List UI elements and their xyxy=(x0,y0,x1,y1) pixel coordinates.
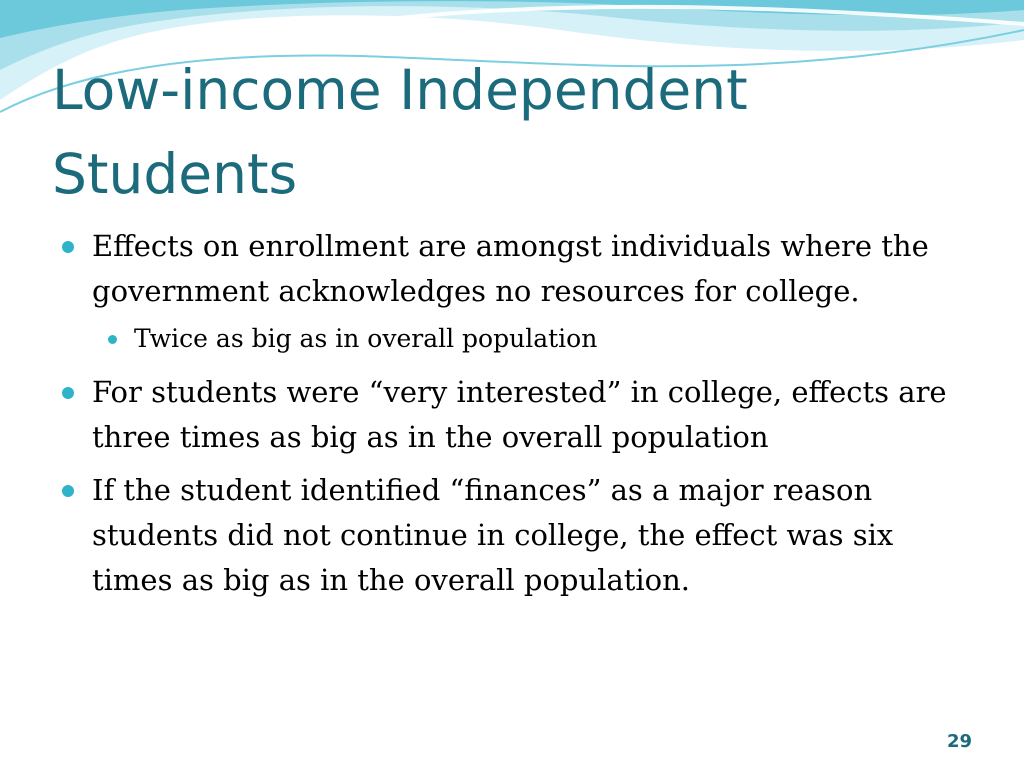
bullet-dot-icon xyxy=(108,335,117,344)
bullet-dot-icon xyxy=(62,241,74,253)
bullet-text: Effects on enrollment are amongst individuals where the government acknowledges no resources for college. xyxy=(92,229,929,308)
bullet-item xyxy=(62,370,982,460)
bullet-item xyxy=(62,468,982,603)
slide-title: Low-income Independent Students xyxy=(52,58,748,206)
bullet-dot-icon xyxy=(62,387,74,399)
bullet-text: If the student identified “finances” as a major reason students did not continue in college, the effect was six times as big as in the overall population. xyxy=(92,473,894,597)
page-number: 29 xyxy=(946,731,972,752)
bullet-list xyxy=(62,224,982,611)
bullet-dot-icon xyxy=(62,485,74,497)
bullet-item xyxy=(62,224,982,314)
sub-bullet-item xyxy=(62,322,982,356)
sub-bullet-text: Twice as big as in overall population xyxy=(134,324,598,353)
bullet-text: For students were “very interested” in college, effects are three times as big as in the overall population xyxy=(92,375,947,454)
